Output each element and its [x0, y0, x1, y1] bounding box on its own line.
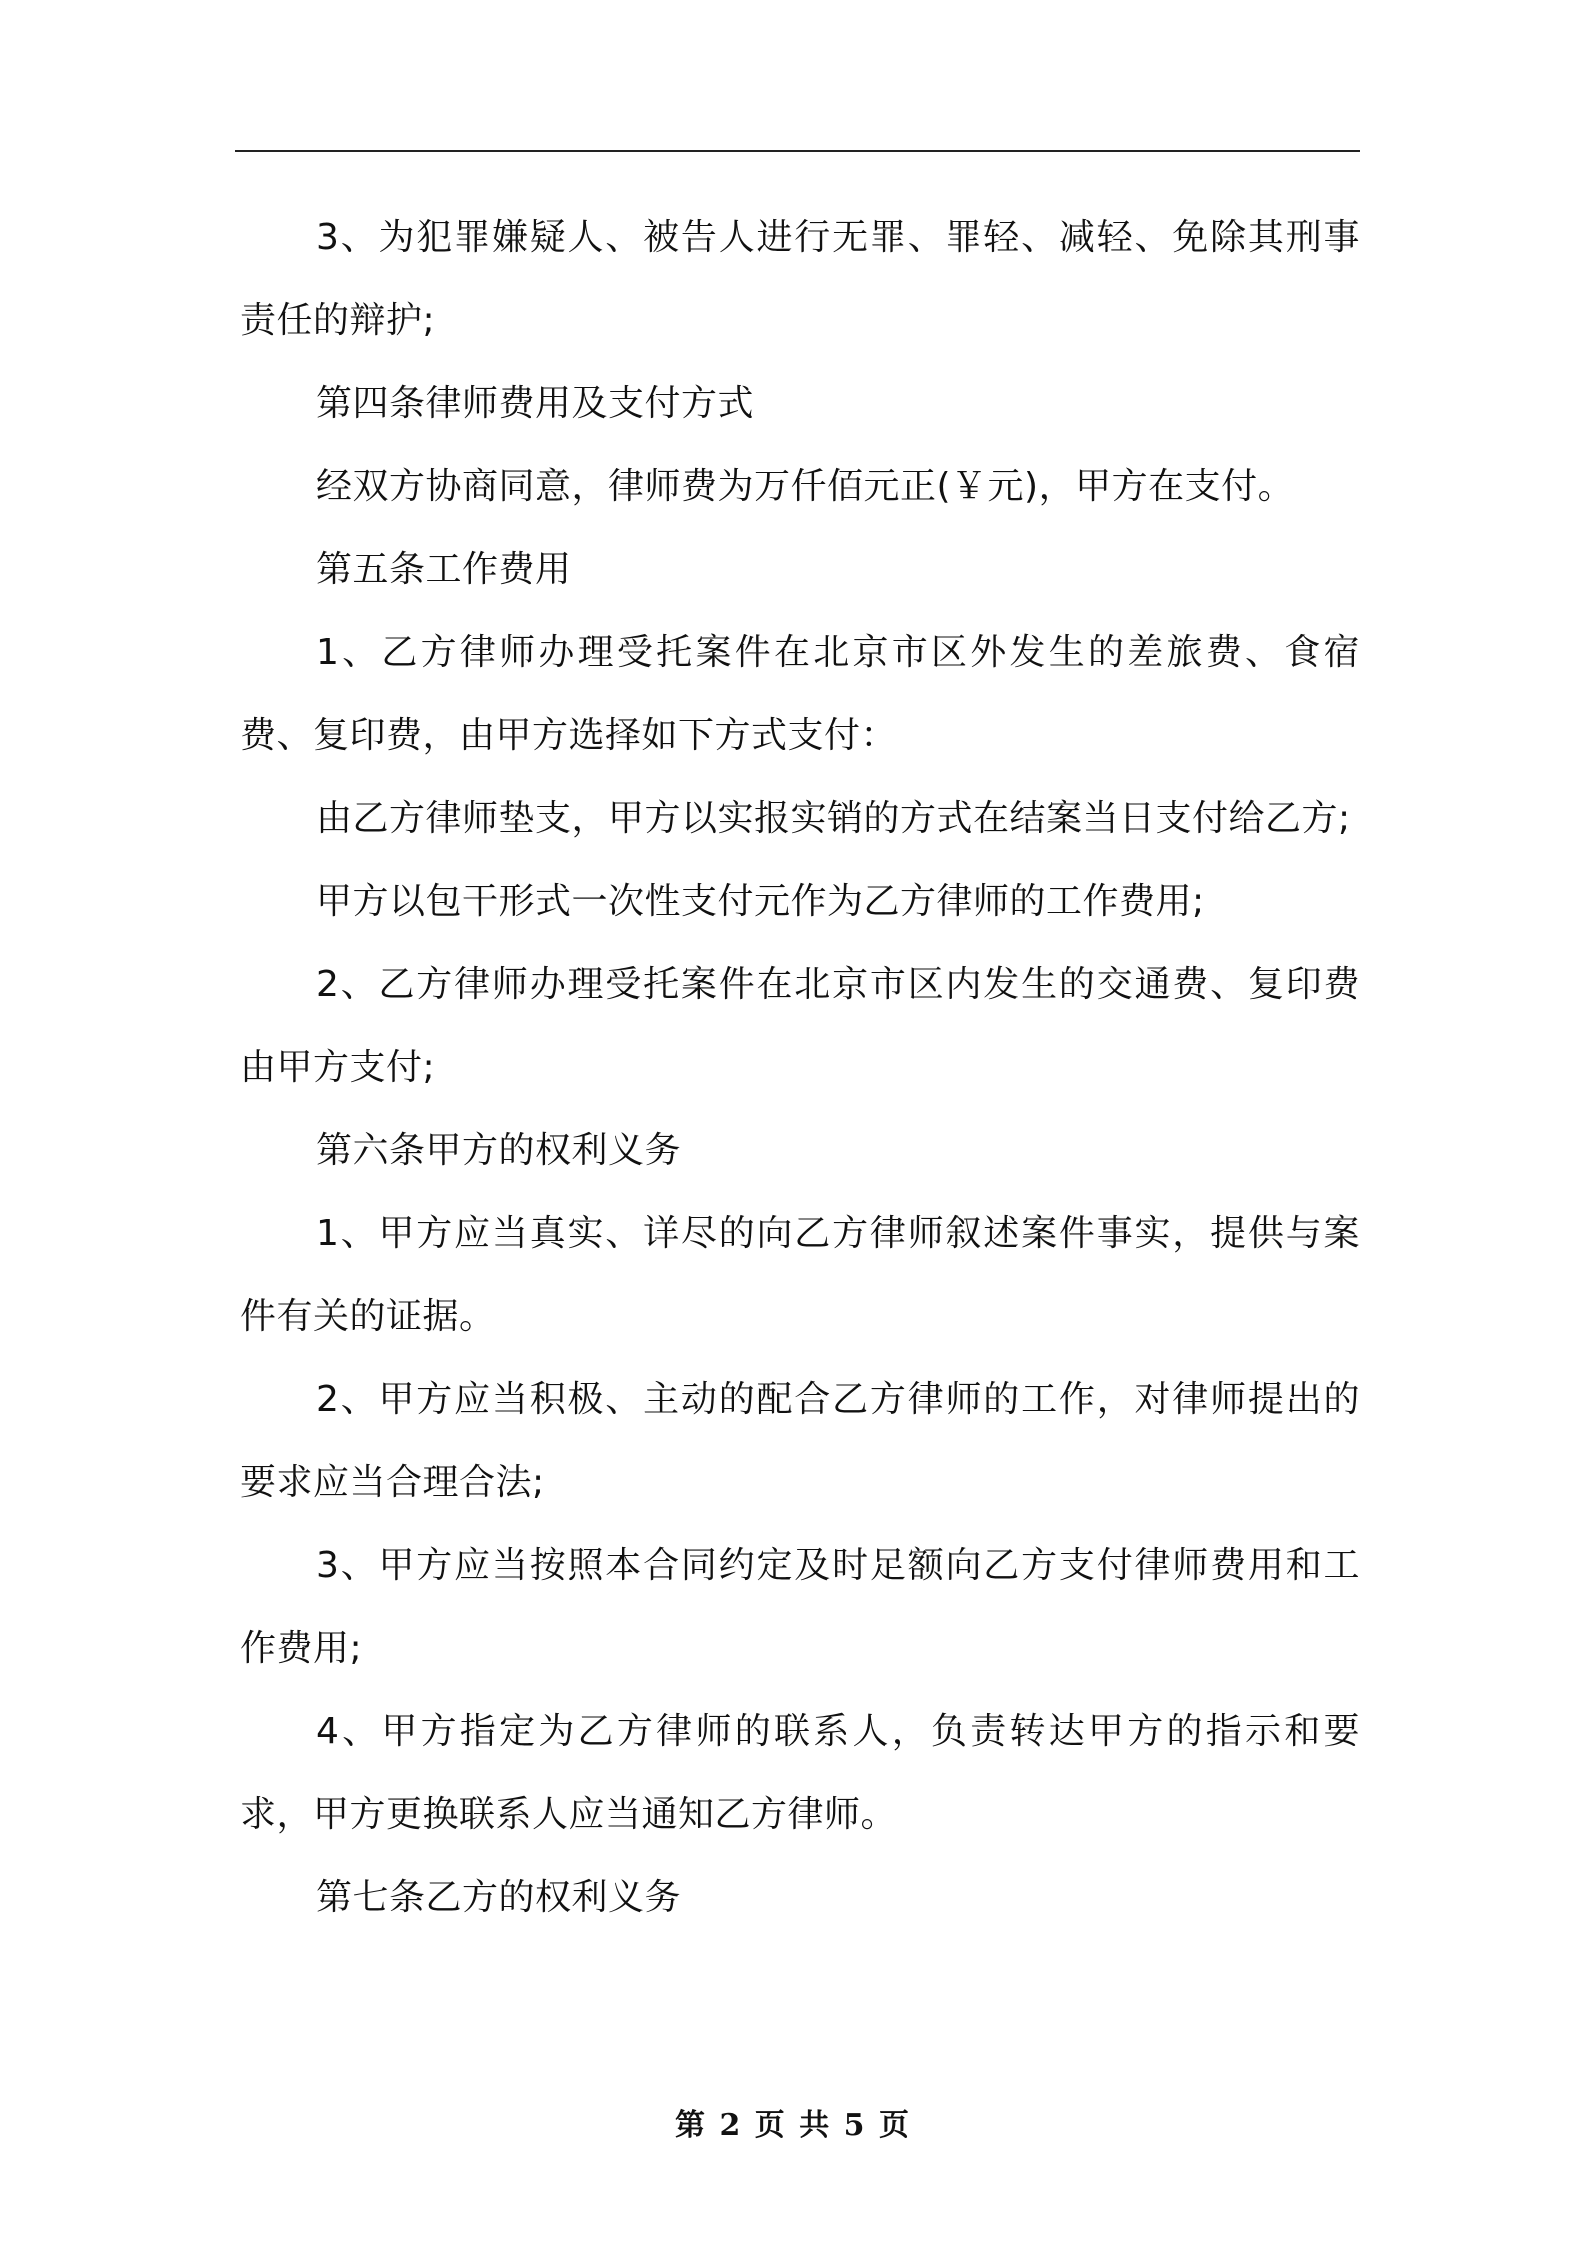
paragraph-party-a-duty-4: 4、甲方指定为乙方律师的联系人，负责转达甲方的指示和要求，甲方更换联系人应当通知乙方律师。	[240, 1711, 1360, 1835]
paragraph-lawyer-fee: 经双方协商同意，律师费为万仟佰元正(￥元)，甲方在支付。	[316, 466, 1295, 507]
section-heading-article-4: 第四条律师费用及支付方式	[316, 383, 755, 424]
section-heading-article-5: 第五条工作费用	[316, 549, 572, 590]
paragraph-party-a-duty-1: 1、甲方应当真实、详尽的向乙方律师叙述案件事实，提供与案件有关的证据。	[240, 1213, 1360, 1337]
paragraph-option-lump-sum: 甲方以包干形式一次性支付元作为乙方律师的工作费用;	[316, 881, 1205, 922]
paragraph-item-2-expenses-inside: 2、乙方律师办理受托案件在北京市区内发生的交通费、复印费由甲方支付;	[240, 964, 1360, 1088]
section-heading-article-7: 第七条乙方的权利义务	[316, 1877, 682, 1918]
section-heading-article-6: 第六条甲方的权利义务	[316, 1130, 682, 1171]
page-number-label: 第 2 页 共 5 页	[675, 2108, 911, 2143]
paragraph-option-advance: 由乙方律师垫支，甲方以实报实销的方式在结案当日支付给乙方;	[316, 798, 1351, 839]
document-body	[240, 196, 1360, 1939]
paragraph-item-3-defense: 3、为犯罪嫌疑人、被告人进行无罪、罪轻、减轻、免除其刑事责任的辩护;	[240, 217, 1360, 341]
paragraph-party-a-duty-2: 2、甲方应当积极、主动的配合乙方律师的工作，对律师提出的要求应当合理合法;	[240, 1379, 1360, 1503]
paragraph-party-a-duty-3: 3、甲方应当按照本合同约定及时足额向乙方支付律师费用和工作费用;	[240, 1545, 1360, 1669]
header-rule	[235, 150, 1360, 152]
paragraph-item-1-expenses-outside: 1、乙方律师办理受托案件在北京市区外发生的差旅费、食宿费、复印费，由甲方选择如下方式支付：	[240, 632, 1360, 756]
page-footer	[0, 2100, 1586, 2144]
